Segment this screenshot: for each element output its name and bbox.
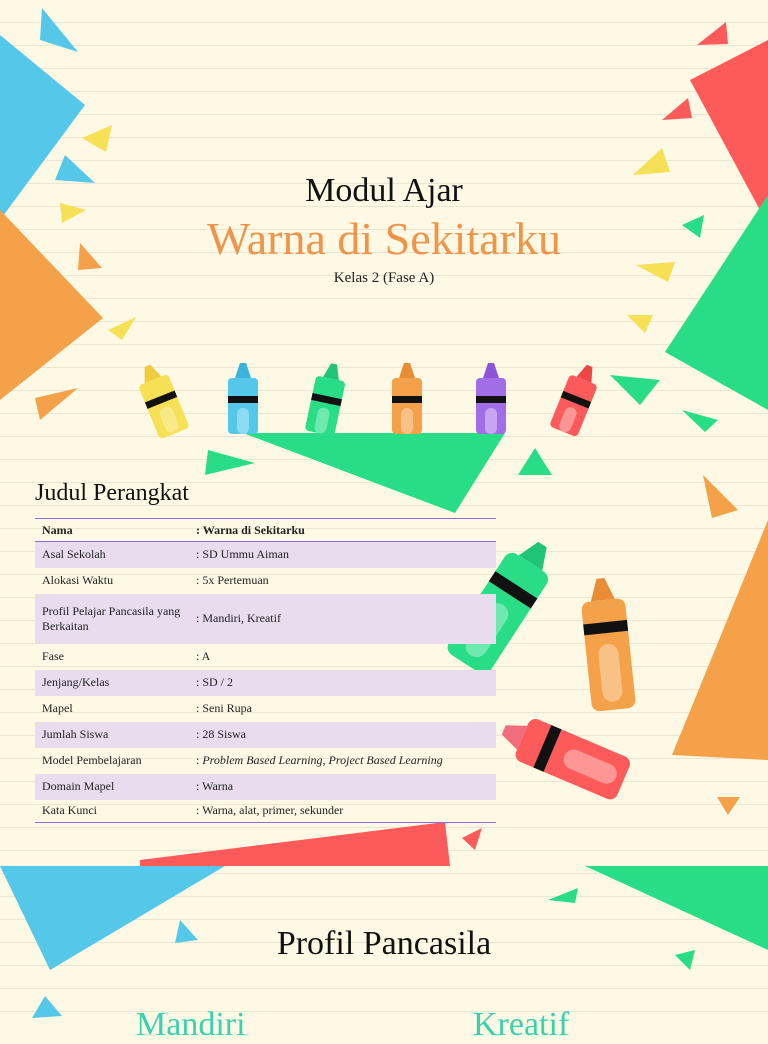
small-red-triangle xyxy=(662,98,692,120)
table-header-value: : Warna di Sekitarku xyxy=(189,519,496,542)
small-orange-triangle xyxy=(35,388,78,420)
table-row xyxy=(35,644,496,670)
row-value: : A xyxy=(196,649,211,663)
small-orange-triangle xyxy=(717,797,740,815)
small-blue-triangle xyxy=(40,8,78,52)
table-row xyxy=(35,696,496,722)
row-label: Jumlah Siswa xyxy=(35,722,189,748)
row-value-italic: Problem Based Learning, Project Based Learning xyxy=(202,753,443,767)
profil-item-mandiri: Mandiri xyxy=(136,1006,246,1043)
orange-crayon xyxy=(392,363,422,434)
purple-crayon xyxy=(476,363,506,434)
row-value: : 28 Siswa xyxy=(189,722,496,748)
small-green-triangle xyxy=(518,448,552,475)
row-value-prefix: : xyxy=(196,753,203,767)
small-yellow-triangle xyxy=(82,125,112,152)
row-value: : SD Ummu Aiman xyxy=(189,542,496,568)
table-row xyxy=(35,670,496,696)
red-crayon xyxy=(549,360,603,437)
blue-crayon xyxy=(228,363,258,434)
table-row xyxy=(35,568,496,594)
small-blue-triangle xyxy=(32,996,62,1018)
row-value: : Warna, alat, primer, sekunder xyxy=(196,803,344,818)
module-subject: Warna di Sekitarku xyxy=(207,213,561,264)
table-row xyxy=(35,722,496,748)
table-row xyxy=(35,542,496,568)
red-band xyxy=(140,822,450,866)
row-value: : Warna xyxy=(189,774,496,800)
row-value xyxy=(189,748,496,774)
table-row xyxy=(35,594,496,644)
orange-triangle-right xyxy=(672,520,768,760)
row-label: Domain Mapel xyxy=(35,774,189,800)
table-row xyxy=(35,774,496,800)
row-label: Fase xyxy=(42,649,64,663)
table-header-row xyxy=(35,519,496,542)
profil-item-kreatif: Kreatif xyxy=(473,1006,570,1043)
green-triangle-center xyxy=(243,433,505,513)
table-row xyxy=(35,748,496,774)
small-yellow-triangle xyxy=(108,317,136,340)
row-label: Profil Pelajar Pancasila yang Berkaitan xyxy=(35,594,189,644)
section-title: Judul Perangkat xyxy=(35,480,189,506)
module-grade: Kelas 2 (Fase A) xyxy=(333,270,435,286)
row-value: : Mandiri, Kreatif xyxy=(189,594,496,644)
row-label: Model Pembelajaran xyxy=(42,753,142,767)
large-pink-crayon xyxy=(495,709,633,802)
small-green-triangle xyxy=(205,450,255,475)
profil-title: Profil Pancasila xyxy=(276,925,492,962)
small-yellow-triangle xyxy=(633,148,670,175)
row-value: : 5x Pertemuan xyxy=(196,573,269,587)
table-row xyxy=(35,800,496,823)
small-red-triangle xyxy=(462,828,482,850)
info-table xyxy=(35,518,496,823)
row-label: Kata Kunci xyxy=(42,803,97,818)
small-green-triangle xyxy=(548,888,578,903)
row-label: Jenjang/Kelas xyxy=(35,670,189,696)
small-green-triangle xyxy=(610,375,660,405)
module-title: Modul Ajar xyxy=(305,172,463,209)
row-value: : SD / 2 xyxy=(189,670,496,696)
table-header-label: Nama xyxy=(35,519,189,542)
row-label: Asal Sekolah xyxy=(35,542,189,568)
small-red-triangle xyxy=(697,22,728,45)
green-crayon xyxy=(305,361,349,437)
large-orange-crayon xyxy=(579,576,637,712)
row-label: Alokasi Waktu xyxy=(42,573,114,587)
row-value: : Seni Rupa xyxy=(196,701,252,715)
small-orange-triangle xyxy=(703,475,738,518)
yellow-crayon xyxy=(133,360,190,440)
row-label: Mapel xyxy=(42,701,73,715)
small-green-triangle xyxy=(682,410,718,432)
small-yellow-triangle xyxy=(627,315,653,333)
